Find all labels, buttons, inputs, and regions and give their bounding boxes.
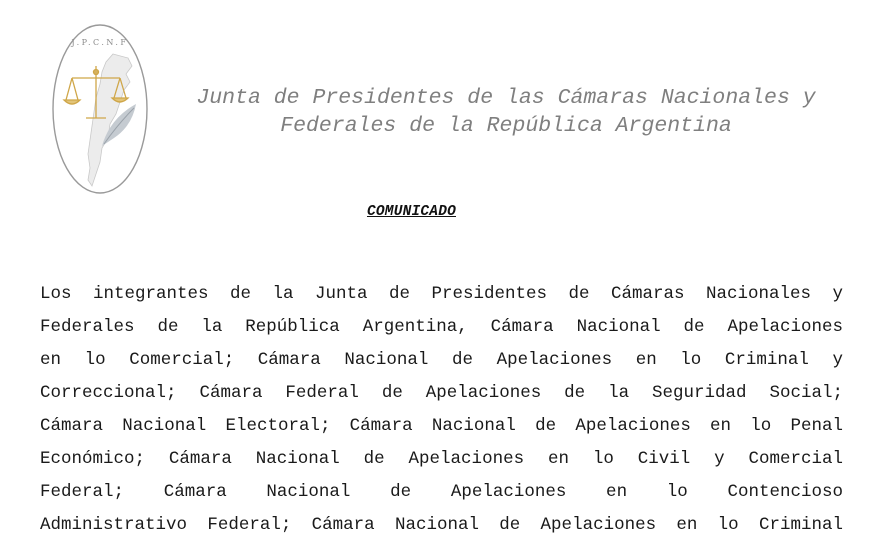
body-line: Económico; Cámara Nacional de Apelaciones en lo Civil y Comercial xyxy=(40,449,843,469)
jpcnf-logo xyxy=(50,22,150,196)
logo-initials: J.P.C.N.F xyxy=(71,38,129,47)
body-line: en lo Comercial; Cámara Nacional de Apelaciones en lo Criminal y xyxy=(40,350,843,370)
body-line: Administrativo Federal; Cámara Nacional de Apelaciones en lo Criminal xyxy=(40,515,843,535)
body-line: Federales de la República Argentina, Cámara Nacional de Apelaciones xyxy=(40,317,843,337)
document-heading: COMUNICADO xyxy=(366,204,456,220)
body-line: Correccional; Cámara Federal de Apelaciones de la Seguridad Social; xyxy=(40,383,843,403)
body-line: Federal; Cámara Nacional de Apelaciones en lo Contencioso xyxy=(40,482,843,502)
body-line: Los integrantes de la Junta de Presidentes de Cámaras Nacionales y xyxy=(40,284,843,304)
header-title-line1: Junta de Presidentes de las Cámaras Nacionales y xyxy=(196,86,816,110)
body-line: Cámara Nacional Electoral; Cámara Nacional de Apelaciones en lo Penal xyxy=(40,416,843,436)
header-title-line2: Federales de la República Argentina xyxy=(280,114,732,138)
header-title xyxy=(146,84,866,140)
document-body xyxy=(40,278,843,542)
